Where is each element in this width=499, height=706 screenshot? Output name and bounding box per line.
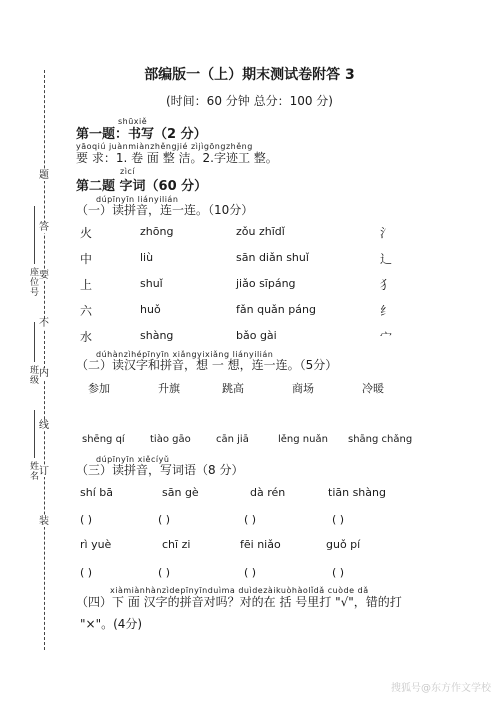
match-pinyin: shàng bbox=[140, 329, 174, 342]
match-radical-pinyin: jiǎo sīpáng bbox=[236, 277, 296, 290]
seat-number-label: 座位号 bbox=[30, 268, 40, 298]
margin-char: 内 bbox=[39, 368, 49, 379]
write-pinyin: fēi niǎo bbox=[240, 538, 281, 551]
answer-blank[interactable]: ( ) bbox=[80, 566, 93, 579]
write-pinyin: dà rén bbox=[250, 486, 286, 499]
match-char: 中 bbox=[80, 252, 93, 266]
class-line bbox=[34, 322, 35, 362]
word-item: 商场 bbox=[292, 382, 314, 395]
q2-title: 第二题 字词（60 分） bbox=[76, 179, 208, 194]
word-pinyin-item: shēng qí bbox=[82, 434, 125, 445]
match-radical-pinyin: bǎo gài bbox=[236, 329, 277, 342]
q2-title-pinyin: zìcí bbox=[120, 167, 136, 176]
name-line bbox=[34, 410, 35, 458]
q1-title-pinyin: shūxiě bbox=[118, 117, 148, 126]
q1-requirement: 要 求：1. 卷 面 整 洁。2.字迹工 整。 bbox=[76, 151, 278, 165]
margin-char: 不 bbox=[39, 318, 49, 329]
answer-blank[interactable]: ( ) bbox=[158, 566, 171, 579]
binding-dashed-line bbox=[44, 70, 45, 650]
match-radical: 纟 bbox=[380, 304, 393, 318]
class-label: 班级 bbox=[30, 366, 40, 386]
match-radical-pinyin: zǒu zhīdǐ bbox=[236, 225, 285, 238]
part2-title-pinyin: dúhànzìhépīnyīn xiǎngyixiǎng liányilián bbox=[96, 350, 274, 359]
part4-title-pinyin: xiàmiànhànzìdepīnyīnduìma duìdezàikuòhàolǐdǎ cuòde dǎ bbox=[110, 586, 369, 595]
match-char: 上 bbox=[80, 278, 93, 292]
match-pinyin: huǒ bbox=[140, 303, 161, 316]
match-radical: 犭 bbox=[380, 278, 393, 292]
write-pinyin: sān gè bbox=[162, 486, 199, 499]
margin-char: 线 bbox=[39, 420, 49, 431]
page-subtitle: (时间：60 分钟 总分：100 分) bbox=[166, 94, 333, 108]
match-pinyin: shuǐ bbox=[140, 277, 163, 290]
word-pinyin-item: cān jiā bbox=[216, 434, 249, 445]
part3-title: （三）读拼音，写词语（8 分） bbox=[76, 463, 244, 477]
part1-title: （一）读拼音，连一连。（10分） bbox=[76, 203, 254, 217]
match-char: 火 bbox=[80, 226, 93, 240]
part4-title: （四）下 面 汉字的拼音对吗？对的在 括 号里打 "√"，错的打 bbox=[76, 595, 402, 609]
watermark: 搜狐号@东方作文学校 bbox=[391, 683, 491, 694]
match-char: 六 bbox=[80, 304, 93, 318]
match-radical: 宀 bbox=[380, 330, 393, 344]
match-radical: 氵 bbox=[380, 226, 393, 240]
write-pinyin: shí bā bbox=[80, 486, 113, 499]
word-item: 跳高 bbox=[222, 382, 244, 395]
match-pinyin: zhōng bbox=[140, 225, 174, 238]
word-pinyin-item: tiào gāo bbox=[150, 434, 191, 445]
write-pinyin: guǒ pí bbox=[326, 538, 361, 551]
name-label: 姓名 bbox=[30, 462, 40, 482]
write-pinyin: rì yuè bbox=[80, 538, 112, 551]
word-item: 冷暖 bbox=[362, 382, 384, 395]
match-pinyin: liù bbox=[140, 251, 154, 264]
part3-title-pinyin: dúpīnyīn xiěcíyǔ bbox=[96, 455, 170, 464]
answer-blank[interactable]: ( ) bbox=[80, 513, 93, 526]
margin-char: 要 bbox=[39, 270, 49, 281]
word-item: 参加 bbox=[88, 382, 110, 395]
answer-blank[interactable]: ( ) bbox=[244, 513, 257, 526]
answer-blank[interactable]: ( ) bbox=[158, 513, 171, 526]
match-char: 水 bbox=[80, 330, 93, 344]
match-radical-pinyin: sān diǎn shuǐ bbox=[236, 251, 309, 264]
q1-requirement-pinyin: yāoqiú juànmiànzhěngjié zìjìgōngzhěng bbox=[76, 142, 253, 151]
page-title: 部编版一（上）期末测试卷附答 3 bbox=[144, 67, 355, 83]
word-pinyin-item: shāng chǎng bbox=[348, 434, 413, 445]
part1-title-pinyin: dúpīnyīn liányilián bbox=[96, 195, 179, 204]
margin-char: 题 bbox=[39, 170, 49, 181]
margin-char: 订 bbox=[39, 466, 49, 477]
write-pinyin: chī zi bbox=[162, 538, 191, 551]
q1-title: 第一题：书写（2 分） bbox=[76, 127, 207, 142]
match-radical-pinyin: fǎn quǎn páng bbox=[236, 303, 316, 316]
word-pinyin-item: lěng nuǎn bbox=[278, 434, 328, 445]
answer-blank[interactable]: ( ) bbox=[244, 566, 257, 579]
word-item: 升旗 bbox=[158, 382, 180, 395]
write-pinyin: tiān shàng bbox=[328, 486, 386, 499]
margin-char: 答 bbox=[39, 222, 49, 233]
answer-blank[interactable]: ( ) bbox=[332, 513, 345, 526]
part2-title: （二）读汉字和拼音，想 一 想，连一连。（5分） bbox=[76, 358, 338, 372]
part4-title-cont: "×"。(4分) bbox=[80, 617, 143, 631]
answer-blank[interactable]: ( ) bbox=[332, 566, 345, 579]
match-radical: 辶 bbox=[380, 252, 393, 266]
seat-number-line bbox=[34, 206, 35, 264]
margin-char: 装 bbox=[39, 516, 49, 527]
